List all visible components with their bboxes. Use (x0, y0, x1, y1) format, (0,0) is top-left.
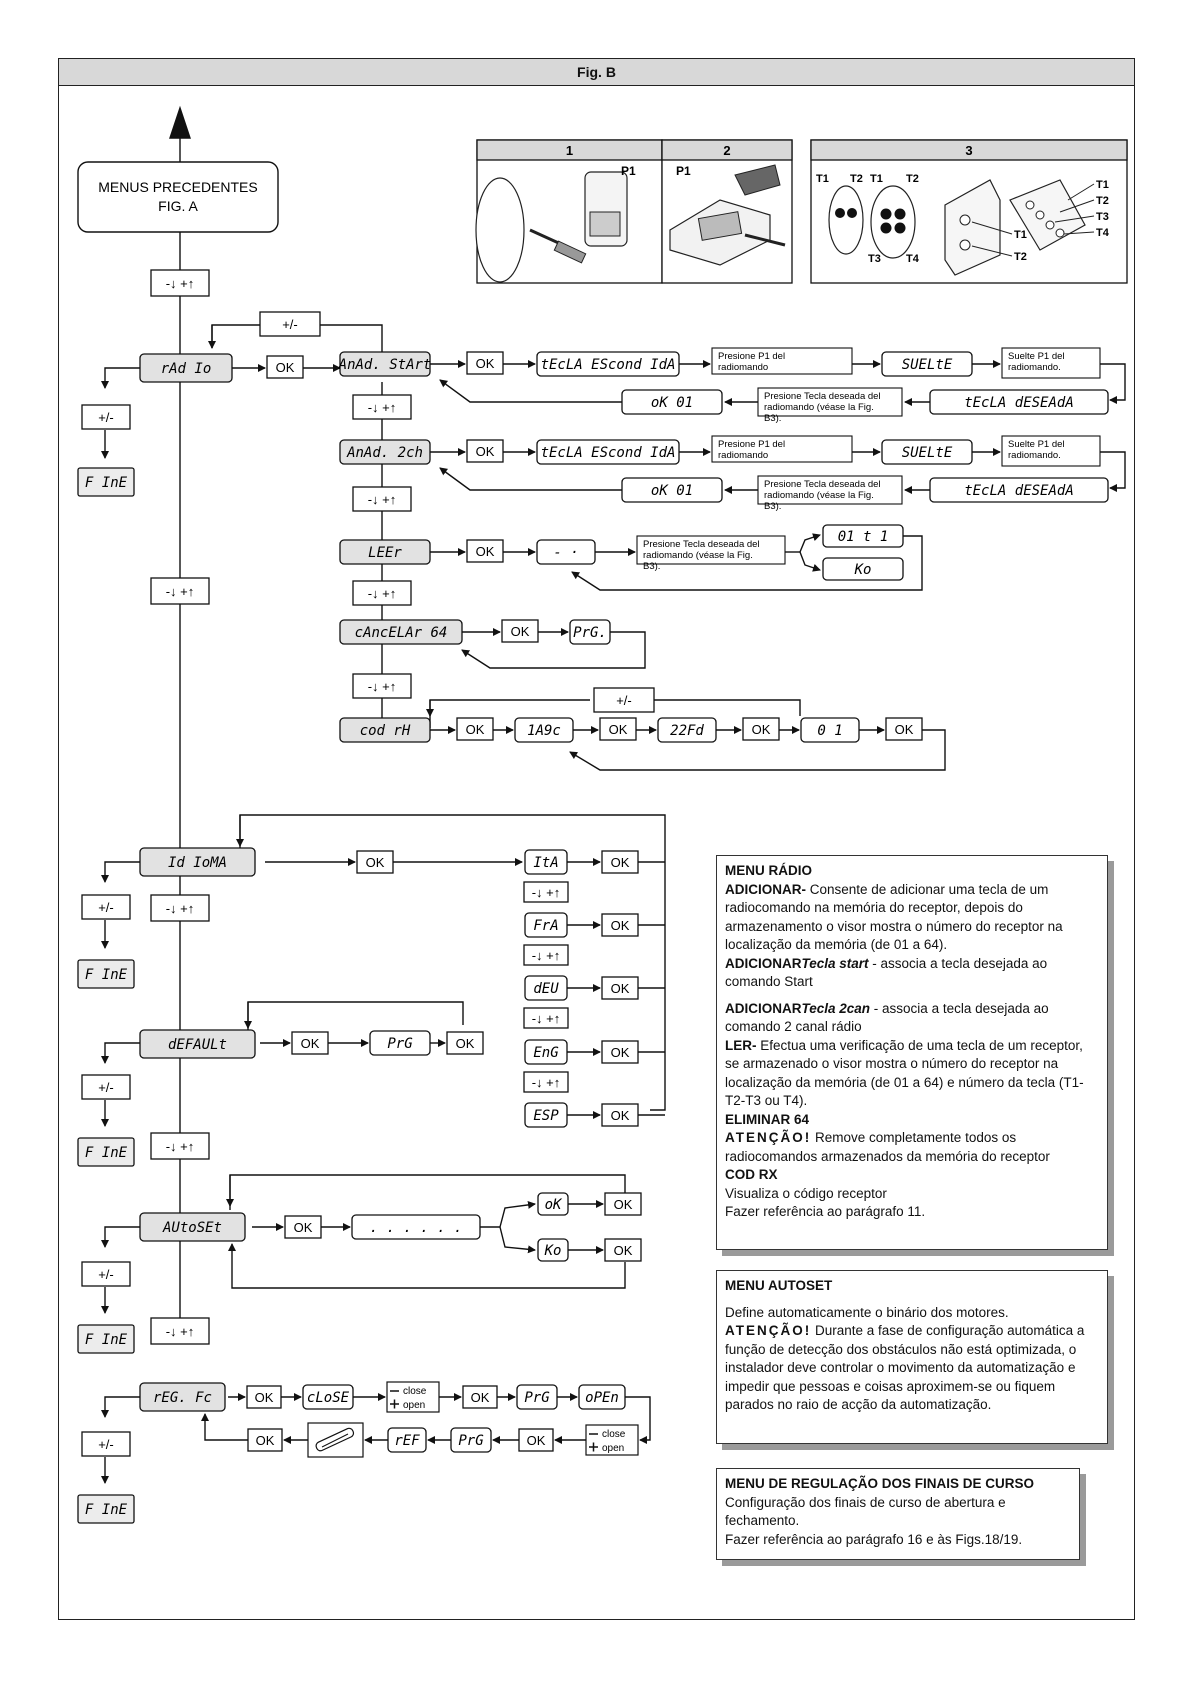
add-2ch-desired-key (930, 478, 1108, 502)
lang-4-text: ESP (533, 1108, 559, 1124)
add-start-press-desired-text: Presione Tecla deseada del radiomando (véase la Fig. B3). (764, 391, 881, 424)
regfc-close-open-1-close: close (403, 1386, 427, 1397)
note-radio-start-text: - associa a tecla desejada ao comando Start (725, 955, 1048, 989)
menus-precedentes-box (78, 162, 278, 232)
regfc-ok-4 (248, 1429, 282, 1451)
lang-ok-0-text: OK (610, 855, 630, 870)
photo3-key-label-10: T1 (1014, 229, 1027, 241)
regfc-close-text: cLoSE (306, 1390, 350, 1406)
add-2ch-press-p1-text: Presione P1 del radiomando (718, 439, 786, 461)
add-2ch-desired-key-text: tEcLA dESEAdA (964, 483, 1074, 499)
note-radio-can-head: ADICIONAR (725, 1000, 802, 1016)
read-press-desired (637, 536, 785, 572)
regfc-prg-2-text: PrG (458, 1433, 484, 1449)
note-radio-can-text: - associa a tecla desejada ao comando 2 canal rádio (725, 1000, 1049, 1034)
sub-nav-1 (353, 395, 411, 419)
note-radio-can-key: Tecla 2can (801, 1000, 871, 1016)
note-regfc-text2: Fazer referência ao parágrafo 16 e às Figs.18/19. (725, 1531, 1023, 1547)
note-radio-cod-text1: Visualiza o código receptor (725, 1185, 887, 1201)
lang-ok-3 (602, 1041, 638, 1063)
default-ok (292, 1032, 328, 1054)
lang-1-text: FrA (533, 918, 559, 934)
cancel-lcd (340, 620, 462, 644)
read-lcd (340, 540, 430, 564)
read-dash (537, 540, 595, 564)
cod-ok-3-text: OK (751, 722, 771, 737)
regfc-close-open-1 (387, 1382, 439, 1412)
default-fine (78, 1138, 134, 1166)
autoset-ok-text: OK (293, 1220, 313, 1235)
cod-code2 (658, 718, 716, 742)
add-start-hidden-key (537, 352, 679, 376)
cod-lcd-text: cod rH (359, 723, 411, 739)
photo-panel-3-header: 3 (965, 143, 973, 158)
regfc-open (579, 1385, 625, 1409)
photo3-key-label-5: T4 (906, 253, 919, 265)
note-radio-elim-text: Remove completamente todos os radiocomandos armazenados da memória do receptor (725, 1130, 1050, 1164)
default-menu-lcd-text: dEFAULt (167, 1037, 228, 1053)
default-fine-text: F InE (84, 1145, 128, 1161)
radio-menu-lcd-text: rAd Io (160, 361, 212, 377)
note-radio-atencao: ATENÇÃO! (725, 1130, 812, 1145)
sub-nav-4 (353, 674, 411, 698)
regfc-fine-text: F InE (84, 1502, 128, 1518)
radio-plus-minus (260, 312, 320, 336)
lang-ok-0 (602, 851, 638, 873)
lang-0-text: ItA (533, 855, 559, 871)
note-radio-elim-head: ELIMINAR 64 (725, 1111, 810, 1127)
add-start-release-text: SUELtE (901, 357, 953, 373)
lang-ok-4-text: OK (610, 1108, 630, 1123)
cod-ok-2-text: OK (608, 722, 628, 737)
lang-nav-1 (524, 945, 568, 965)
regfc-ref-text: rEF (394, 1433, 420, 1449)
add-2ch-ok01-text: oK 01 (650, 483, 694, 499)
regfc-menu-lcd (140, 1383, 225, 1411)
regfc-close-open-1-open: open (403, 1400, 426, 1411)
add-2ch-release-text: SUELtE (901, 445, 953, 461)
lang-nav-0 (524, 882, 568, 902)
note-radio-add-text: Consente de adicionar uma tecla de um radiocomando na memória do receptor, depois do armazenamento o visor mostra o número do receptor na localização da memória (de 01 a 64). (725, 881, 1063, 952)
photo3-key-label-1: T2 (850, 173, 863, 185)
main-nav-3 (151, 1133, 209, 1159)
lang-ok-4 (602, 1104, 638, 1126)
radio-ok (267, 356, 303, 378)
radio-left-pm (82, 405, 130, 429)
autoset-ko-result (538, 1239, 568, 1261)
autoset-ok-3-text: OK (613, 1243, 633, 1258)
cod-ok-2 (600, 718, 636, 740)
lang-nav-0-text: -↓ +↑ (531, 885, 561, 900)
cancel-prg-text: PrG. (573, 625, 607, 641)
main-nav-1-text: -↓ +↑ (165, 584, 195, 599)
add-start-press-p1 (712, 348, 852, 374)
lang-ok-1 (602, 914, 638, 936)
regfc-ok-1 (247, 1386, 281, 1408)
read-ok (467, 540, 503, 562)
sub-nav-3-text: -↓ +↑ (367, 586, 397, 601)
cancel-lcd-text: cAncELAr 64 (354, 625, 448, 641)
read-result-text: 01 t 1 (837, 529, 889, 545)
menus-precedentes-text: MENUS PRECEDENTES (98, 179, 258, 195)
main-nav-2-text: -↓ +↑ (165, 901, 195, 916)
regfc-ref (388, 1428, 426, 1452)
add-2ch-release-p1-text: Suelte P1 del radiomando. (1008, 439, 1065, 461)
radio-fine-text: F InE (84, 475, 128, 491)
cod-ok-1-text: OK (465, 722, 485, 737)
default-left-pm-text: +/- (98, 1080, 114, 1095)
add-start-press-p1-text: Presione P1 del radiomando (718, 351, 786, 373)
read-ko (823, 558, 903, 580)
photo3-key-label-6: T1 (1096, 179, 1109, 191)
regfc-close-open-2 (586, 1425, 638, 1455)
lang-3-text: EnG (533, 1045, 559, 1061)
autoset-ko-result-text: Ko (544, 1243, 562, 1259)
note-autoset-text1: Define automaticamente o binário dos motores. (725, 1304, 1009, 1320)
cod-plus-minus (594, 688, 654, 712)
cod-code3 (801, 718, 859, 742)
add-start-release-p1-text: Suelte P1 del radiomando. (1008, 351, 1065, 373)
default-prg (370, 1031, 430, 1055)
note-radio-cod-head: COD RX (725, 1167, 778, 1182)
cod-lcd (340, 718, 430, 742)
photo3-key-label-9: T4 (1096, 227, 1109, 239)
regfc-fine (78, 1495, 134, 1523)
note-menu-regfc (716, 1468, 1080, 1560)
autoset-ok-3 (605, 1239, 641, 1261)
lang-1 (525, 913, 567, 937)
add-2ch-release (882, 440, 972, 464)
cod-ok-1 (457, 718, 493, 740)
read-ok-text: OK (475, 544, 495, 559)
autoset-dots (352, 1215, 480, 1239)
figure-title: Fig. B (58, 58, 1135, 86)
radio-plus-minus-text: +/- (282, 317, 298, 332)
lang-nav-1-text: -↓ +↑ (531, 948, 561, 963)
photo-panel-2-header: 2 (723, 143, 731, 158)
note-menu-autoset (716, 1270, 1108, 1444)
main-nav-4-text: -↓ +↑ (165, 1324, 195, 1339)
cancel-ok (502, 620, 538, 642)
autoset-ok-2-text: OK (613, 1197, 633, 1212)
note-autoset-title: MENU AUTOSET (725, 1278, 833, 1293)
sub-nav-2 (353, 487, 411, 511)
note-radio-start-head: ADICIONAR (725, 955, 802, 971)
add-2ch-ok (467, 440, 503, 462)
note-radio-ler-text: Efectua uma verificação de uma tecla de um receptor, se armazenado o visor mostra o número do receptor na localização da memória (de 01 a 64) e número da tecla (T1-T2-T3 ou T4). (725, 1037, 1084, 1108)
regfc-ok-4-text: OK (255, 1433, 275, 1448)
main-nav-3-text: -↓ +↑ (165, 1139, 195, 1154)
autoset-fine (78, 1325, 134, 1353)
cancel-prg (570, 620, 610, 644)
photo3-key-label-0: T1 (816, 173, 829, 185)
regfc-prg-1 (517, 1385, 557, 1409)
add-2ch-press-desired (758, 476, 902, 512)
lang-nav-3 (524, 1072, 568, 1092)
read-press-desired-text: Presione Tecla deseada del radiomando (véase la Fig. B3). (643, 539, 760, 572)
add-start-desired-key-text: tEcLA dESEAdA (964, 395, 1074, 411)
main-nav-4 (151, 1318, 209, 1344)
lang-2 (525, 976, 567, 1000)
idioma-ok (357, 851, 393, 873)
sub-nav-4-text: -↓ +↑ (367, 679, 397, 694)
lang-ok-2-text: OK (610, 981, 630, 996)
add-2ch-press-p1 (712, 436, 852, 462)
photo3-key-label-4: T3 (868, 253, 881, 265)
autoset-ok-result-text: oK (544, 1197, 562, 1213)
read-result (823, 525, 903, 547)
regfc-close-open-2-open: open (602, 1443, 625, 1454)
lang-2-text: dEU (533, 981, 559, 997)
regfc-prg-1-text: PrG (524, 1390, 550, 1406)
photo-panel-1-header: 1 (565, 143, 574, 158)
autoset-fine-text: F InE (84, 1332, 128, 1348)
default-ok-text: OK (300, 1036, 320, 1051)
regfc-ok-3 (519, 1429, 553, 1451)
photo2-p1-label: P1 (676, 164, 691, 178)
default-menu-lcd (140, 1030, 255, 1058)
add-start-ok (467, 352, 503, 374)
note-radio-title: MENU RÁDIO (725, 863, 812, 878)
read-dash-text: - · (553, 545, 579, 561)
autoset-dots-text: . . . . . . (369, 1220, 463, 1236)
autoset-ok-2 (605, 1193, 641, 1215)
radio-fine (78, 468, 134, 496)
cod-ok-4 (886, 718, 922, 740)
lang-4 (525, 1103, 567, 1127)
regfc-prg-2 (451, 1428, 491, 1452)
regfc-ok-2 (463, 1386, 497, 1408)
cancel-ok-text: OK (510, 624, 530, 639)
menus-precedentes-fig: FIG. A (158, 198, 198, 214)
add-start-release-p1 (1002, 348, 1100, 378)
screwdriver-icon (308, 1423, 363, 1457)
autoset-menu-lcd (140, 1213, 245, 1241)
photo3-key-label-7: T2 (1096, 195, 1109, 207)
read-lcd-text: LEEr (368, 545, 402, 561)
note-regfc-text1: Configuração dos finais de curso de abertura e fechamento. (725, 1494, 1006, 1528)
cod-code2-text: 22Fd (670, 723, 704, 739)
regfc-ok-1-text: OK (254, 1390, 274, 1405)
idioma-menu-lcd (140, 848, 255, 876)
add-2ch-ok01 (622, 478, 722, 502)
regfc-ok-2-text: OK (470, 1390, 490, 1405)
note-regfc-title: MENU DE REGULAÇÃO DOS FINAIS DE CURSO (725, 1476, 1035, 1491)
add-start-ok01-text: oK 01 (650, 395, 694, 411)
cod-ok-3 (743, 718, 779, 740)
idioma-fine-text: F InE (84, 967, 128, 983)
main-nav-0-text: -↓ +↑ (165, 276, 195, 291)
lang-nav-2-text: -↓ +↑ (531, 1011, 561, 1026)
add-start-hidden-key-text: tEcLA EScond IdA (540, 357, 676, 373)
regfc-open-text: oPEn (585, 1390, 619, 1406)
idioma-left-pm (82, 895, 130, 919)
regfc-close-open-2-close: close (602, 1429, 626, 1440)
note-radio-ler-head: LER- (725, 1037, 757, 1053)
photo3-key-label-2: T1 (870, 173, 883, 185)
add-2ch-press-desired-text: Presione Tecla deseada del radiomando (véase la Fig. B3). (764, 479, 881, 512)
photo3-key-label-8: T3 (1096, 211, 1109, 223)
cod-plus-minus-text: +/- (616, 693, 632, 708)
default-left-pm (82, 1075, 130, 1099)
add-2ch-hidden-key-text: tEcLA EScond IdA (540, 445, 676, 461)
radio-menu-lcd (140, 354, 232, 382)
cod-code3-text: 0 1 (817, 723, 843, 739)
autoset-left-pm-text: +/- (98, 1267, 114, 1282)
add-start-lcd-text: AnAd. StArt (338, 357, 432, 373)
default-ok-2-text: OK (455, 1036, 475, 1051)
autoset-menu-lcd-text: AUtoSEt (162, 1220, 223, 1236)
lang-ok-1-text: OK (610, 918, 630, 933)
sub-nav-2-text: -↓ +↑ (367, 492, 397, 507)
add-start-release (882, 352, 972, 376)
add-2ch-lcd-text: AnAd. 2ch (347, 445, 423, 461)
regfc-ok-3-text: OK (526, 1433, 546, 1448)
autoset-ok (285, 1216, 321, 1238)
idioma-ok-text: OK (365, 855, 385, 870)
sub-nav-1-text: -↓ +↑ (367, 400, 397, 415)
note-menu-radio (716, 855, 1108, 1250)
idioma-fine (78, 960, 134, 988)
add-start-press-desired (758, 388, 902, 424)
main-nav-2 (151, 895, 209, 921)
add-start-ok01 (622, 390, 722, 414)
default-prg-text: PrG (387, 1036, 413, 1052)
read-ko-text: Ko (854, 562, 872, 578)
cod-ok-4-text: OK (894, 722, 914, 737)
note-radio-start-key: Tecla start (801, 955, 869, 971)
lang-ok-3-text: OK (610, 1045, 630, 1060)
default-ok-2 (447, 1032, 483, 1054)
up-arrow-icon (170, 108, 190, 138)
regfc-left-pm-text: +/- (98, 1437, 114, 1452)
autoset-left-pm (82, 1262, 130, 1286)
note-radio-add-head: ADICIONAR- (725, 881, 806, 897)
add-start-lcd (338, 352, 432, 376)
add-2ch-hidden-key (537, 440, 679, 464)
idioma-menu-lcd-text: Id IoMA (167, 855, 228, 871)
autoset-ok-result (538, 1193, 568, 1215)
idioma-left-pm-text: +/- (98, 900, 114, 915)
note-autoset-atencao: ATENÇÃO! (725, 1323, 812, 1338)
lang-3 (525, 1040, 567, 1064)
note-autoset-text2: Durante a fase de configuração automática a função de detecção dos obstáculos não está optimizada, o instalador deve controlar o movimento da automatização e impedir que pessoas e coisas aproximem-se ou fiquem parados no raio de acção da automatização. (725, 1323, 1085, 1412)
photo1-p1-label: P1 (621, 164, 636, 178)
add-2ch-ok-text: OK (475, 444, 495, 459)
main-nav-1 (151, 578, 209, 604)
sub-nav-3 (353, 581, 411, 605)
cod-code1-text: 1A9c (527, 723, 561, 739)
regfc-close (303, 1385, 353, 1409)
add-2ch-lcd (340, 440, 430, 464)
add-start-ok-text: OK (475, 356, 495, 371)
photo3-key-label-3: T2 (906, 173, 919, 185)
main-nav-0 (151, 270, 209, 296)
add-start-desired-key (930, 390, 1108, 414)
regfc-menu-lcd-text: rEG. Fc (152, 1390, 213, 1406)
radio-ok-text: OK (275, 360, 295, 375)
lang-nav-3-text: -↓ +↑ (531, 1075, 561, 1090)
lang-nav-2 (524, 1008, 568, 1028)
lang-0 (525, 850, 567, 874)
add-2ch-release-p1 (1002, 436, 1100, 466)
radio-left-pm-text: +/- (98, 410, 114, 425)
note-radio-cod-text2: Fazer referência ao parágrafo 11. (725, 1204, 926, 1219)
regfc-left-pm (82, 1432, 130, 1456)
photo3-key-label-11: T2 (1014, 251, 1027, 263)
cod-code1 (515, 718, 573, 742)
lang-ok-2 (602, 977, 638, 999)
